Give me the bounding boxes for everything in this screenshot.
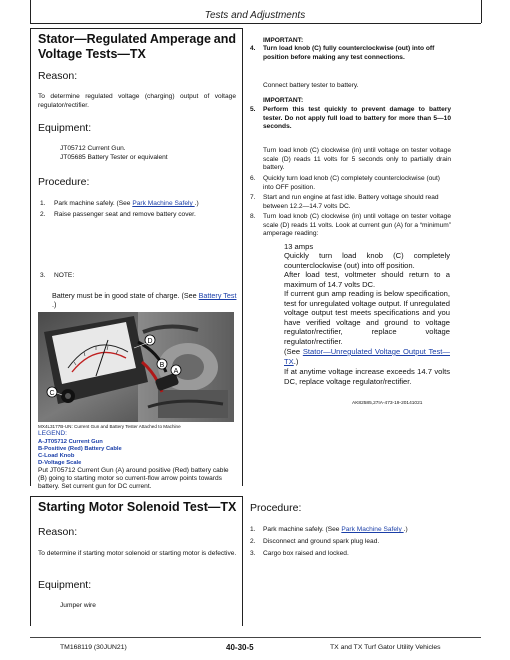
step-2: Raise passenger seat and remove battery cover. <box>54 211 196 218</box>
below-spec-text: If current gun amp reading is below specification, test for unregulated voltage output. If unregulated voltage output test meets specifications and you have verified voltage and ground to voltage regulator/rectifier, replace voltage regulator/rectifier. <box>284 289 450 346</box>
step-5: Perform this test quickly to prevent damage to battery tester. Do not apply full load to battery for more than 5—10 seconds. <box>263 106 451 131</box>
battery-test-link[interactable]: Battery Test <box>198 291 237 300</box>
footer-rule <box>30 637 481 638</box>
step-number: 6. <box>250 175 256 182</box>
park-machine-safely-link[interactable]: Park Machine Safely <box>132 200 195 207</box>
equipment-heading: Equipment: <box>38 122 92 134</box>
header-rule <box>30 23 481 24</box>
step-number: 4. <box>250 45 256 52</box>
reason-text: To determine if starting motor solenoid or starting motor is defective. <box>38 550 237 557</box>
step-4: Turn load knob (C) fully counterclockwise (out) into off position before making any test connections. <box>263 45 435 61</box>
section-column-divider <box>242 28 243 486</box>
step-number: 2. <box>250 538 256 545</box>
section2-divider <box>242 496 243 626</box>
step-number: 3. <box>250 550 256 557</box>
voltage-exceeds-text: If at anytime voltage increase exceeds 14.7 volts DC, replace voltage regulator/rectifier. <box>284 367 450 386</box>
photo-callout-b <box>157 359 167 369</box>
step-number: 2. <box>40 211 46 218</box>
svg-text:D: D <box>147 338 153 345</box>
procedure-heading: Procedure: <box>38 176 90 188</box>
header-left-edge <box>30 0 31 23</box>
park-machine-safely-link[interactable]: Park Machine Safely <box>341 526 404 533</box>
section1-title: Stator—Regulated Amperage and Voltage Tests—TX <box>38 32 236 61</box>
amperage-spec: 13 amps <box>284 242 314 251</box>
solenoid-step-1: Park machine safely. (See Park Machine Safely .) <box>263 526 408 533</box>
photo-callout-c <box>47 387 57 397</box>
legend-item: D-Voltage Scale <box>38 460 82 466</box>
page-header-title: Tests and Adjustments <box>204 10 306 21</box>
after-load-text: After load test, voltmeter should return to a maximum of 14.7 volts DC. <box>284 270 450 289</box>
step-number: 1. <box>250 526 256 533</box>
important-heading: IMPORTANT: <box>263 97 304 104</box>
step-number: 8. <box>250 213 256 220</box>
photo-illustration <box>38 312 234 422</box>
equipment-item: JT05712 Current Gun. <box>60 145 126 152</box>
battery-tester-photo <box>38 312 234 422</box>
unregulated-voltage-test-link[interactable]: Stator—Unregulated Voltage Output Test—TX <box>284 347 450 366</box>
step-7: Start and run engine at fast idle. Battery voltage should read between 12.2—14.7 volts DC. <box>263 194 439 210</box>
step-8: Turn load knob (C) clockwise (in) until voltage on tester voltage scale (D) reads 11 volts. Look at current gun (A) for a “minimum” amperage reading: <box>263 213 451 238</box>
battery-note: Battery must be in good state of charge. (See Battery Test .) <box>52 291 237 310</box>
photo-callout-a <box>171 365 181 375</box>
section2-left-border <box>30 496 31 626</box>
svg-text:C: C <box>49 390 55 397</box>
reason-heading: Reason: <box>38 526 78 538</box>
step-number: 3. <box>40 272 46 279</box>
header-right-edge <box>481 0 482 23</box>
section2-top-rule <box>30 496 242 497</box>
legend-item: A-JT05712 Current Gun <box>38 439 103 445</box>
svg-text:B: B <box>159 362 165 369</box>
reason-text: To determine regulated voltage (charging) output of voltage regulator/rectifier. <box>38 93 236 109</box>
section1-left-border <box>30 28 31 486</box>
solenoid-step-2: Disconnect and ground spark plug lead. <box>263 538 380 545</box>
legend-item: B-Positive (Red) Battery Cable <box>38 446 122 452</box>
important-heading: IMPORTANT: <box>263 37 304 44</box>
footer-vehicle-name: TX and TX Turf Gator Utility Vehicles <box>330 644 441 651</box>
step-3-note: NOTE: <box>54 272 75 279</box>
solenoid-step-3: Cargo box raised and locked. <box>263 550 349 557</box>
svg-text:A: A <box>173 368 179 375</box>
step-number: 5. <box>250 106 256 113</box>
section2-title: Starting Motor Solenoid Test—TX <box>38 500 237 514</box>
figure-caption: MX4L3177B-UN: Current Gun and Battery Tester Attached to Machine <box>38 424 181 429</box>
connect-tester-text: Connect battery tester to battery. <box>263 82 359 89</box>
legend-item: C-Load Knob <box>38 453 75 459</box>
procedure-heading: Procedure: <box>250 502 302 514</box>
equipment-item: Jumper wire <box>60 602 96 609</box>
step-1: Park machine safely. (See Park Machine Safely .) <box>54 200 199 207</box>
step-6: Quickly turn load knob (C) completely counterclockwise (out) into OFF position. <box>263 175 441 191</box>
footer-document-id: TM168119 (30JUN21) <box>60 644 127 651</box>
legend-heading: LEGEND: <box>38 430 67 437</box>
partial-drain-text: Turn load knob (C) clockwise (in) until voltage on tester voltage scale (D) reads 11 volts for 5 seconds only to partially drain battery. <box>263 147 451 172</box>
step-number: 1. <box>40 200 46 207</box>
equipment-heading: Equipment: <box>38 579 92 591</box>
step-number: 7. <box>250 194 256 201</box>
load-knob-off-text: Quickly turn load knob (C) completely counterclockwise (out) into off position. <box>284 251 450 270</box>
see-unregulated-test: (See Stator—Unregulated Voltage Output Test—TX.) <box>284 347 450 366</box>
reason-heading: Reason: <box>38 70 78 82</box>
current-gun-instruction: Put JT05712 Current Gun (A) around positive (Red) battery cable (B) going to starting motor so current-flow arrow points towards battery. Set current gun for DC current. <box>38 467 229 491</box>
document-reference-id: AK82585,27IA-473-19-20141021 <box>352 401 423 406</box>
equipment-item: JT05685 Battery Tester or equivalent <box>60 154 168 161</box>
footer-page-number: 40-30-5 <box>226 643 254 652</box>
section1-top-rule <box>30 28 242 29</box>
